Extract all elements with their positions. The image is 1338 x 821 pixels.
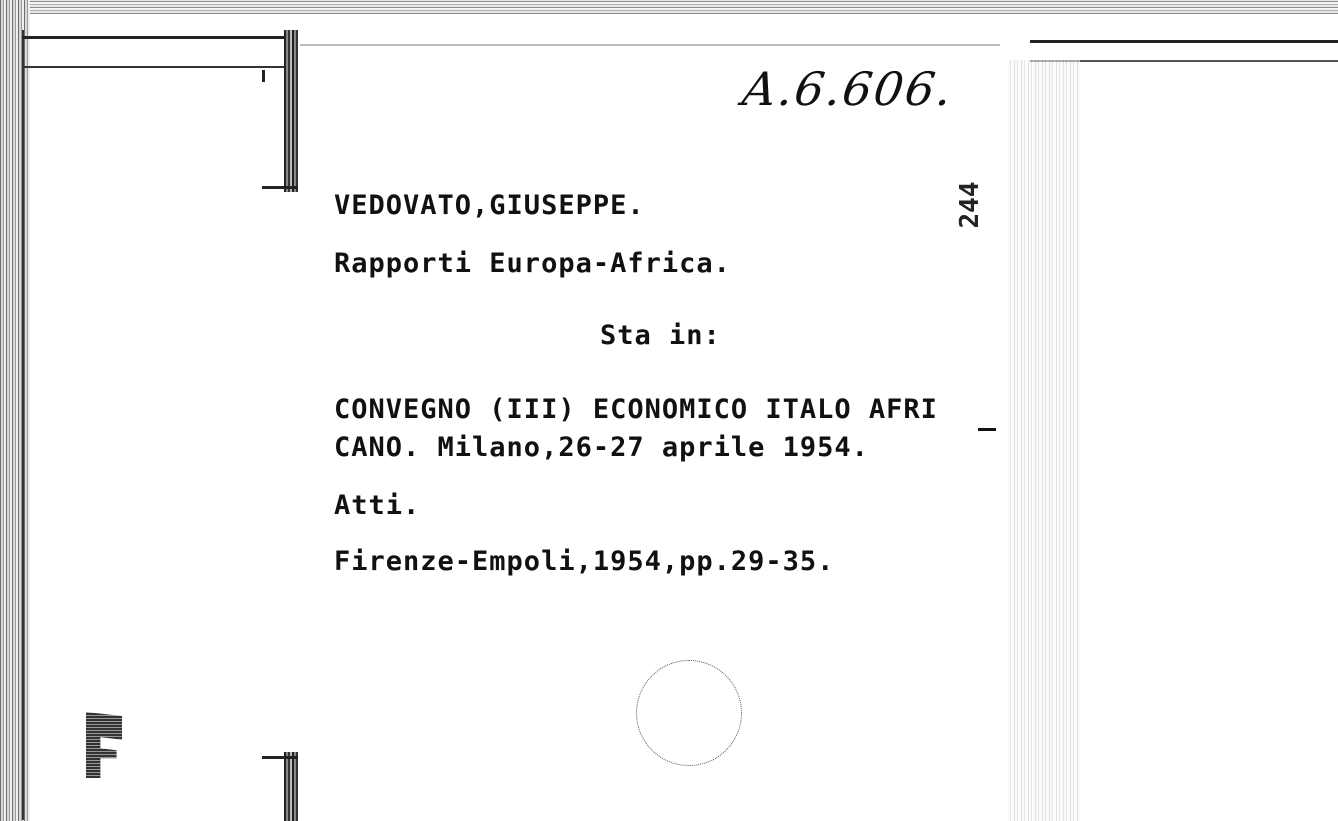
punch-hole — [636, 660, 742, 766]
stamp-f-mark — [86, 712, 122, 778]
card-spine-foot — [262, 186, 298, 189]
convegno-line-1: CONVEGNO (III) ECONOMICO ITALO AFRI — [334, 394, 938, 425]
top-rule — [1030, 40, 1338, 43]
publication-line: Firenze-Empoli,1954,pp.29-35. — [334, 546, 835, 577]
scan-top-edge — [0, 0, 1338, 14]
frame-line — [22, 30, 24, 820]
side-number: 244 — [955, 181, 985, 229]
top-rule — [22, 66, 290, 68]
card-spine — [284, 30, 298, 192]
title-line: Rapporti Europa-Africa. — [334, 248, 731, 279]
sta-in-line: Sta in: — [600, 320, 721, 351]
top-rule — [22, 36, 294, 39]
author-line: VEDOVATO,GIUSEPPE. — [334, 190, 645, 221]
top-rule — [300, 44, 1000, 46]
card-spine-foot — [262, 756, 298, 759]
atti-line: Atti. — [334, 490, 421, 521]
scan-left-edge — [0, 0, 30, 821]
call-number: A.6.606. — [739, 62, 958, 116]
hyphen-mark — [978, 428, 996, 431]
corner-mark — [248, 70, 265, 82]
card-right-edge — [1008, 60, 1080, 821]
convegno-line-2: CANO. Milano,26-27 aprile 1954. — [334, 432, 869, 463]
card-spine — [284, 752, 298, 821]
